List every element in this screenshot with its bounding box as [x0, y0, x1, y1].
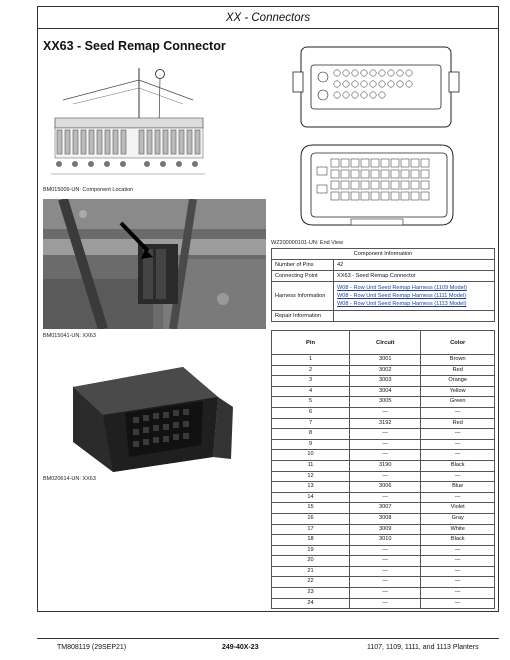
- color-cell: Brown: [421, 355, 495, 366]
- circuit-cell: 3003: [350, 376, 421, 387]
- color-cell: —: [421, 577, 495, 588]
- color-cell: Red: [421, 418, 495, 429]
- color-cell: Black: [421, 535, 495, 546]
- circuit-cell: 3002: [350, 365, 421, 376]
- pin-cell: 20: [272, 556, 350, 567]
- component-info-table: [271, 248, 495, 322]
- color-cell: Red: [421, 365, 495, 376]
- circuit-cell: —: [350, 566, 421, 577]
- table-row: [272, 482, 495, 493]
- pin-cell: 3: [272, 376, 350, 387]
- color-cell: —: [421, 429, 495, 440]
- circuit-cell: 3004: [350, 386, 421, 397]
- connector-end-view: [271, 37, 495, 237]
- pin-cell: 1: [272, 355, 350, 366]
- circuit-cell: 3007: [350, 503, 421, 514]
- color-cell: Blue: [421, 482, 495, 493]
- pin-cell: 10: [272, 450, 350, 461]
- color-cell: —: [421, 566, 495, 577]
- table-row: [272, 460, 495, 471]
- component-location-caption: BM015009-UN: Component Location: [43, 187, 134, 193]
- pin-table: [271, 330, 495, 609]
- table-row: [272, 439, 495, 450]
- info-heading-row: [272, 249, 495, 260]
- footer-page-number: 249-40X-23: [222, 644, 259, 651]
- circuit-cell: 3005: [350, 397, 421, 408]
- pin-cell: 17: [272, 524, 350, 535]
- color-cell: —: [421, 598, 495, 609]
- pin-cell: 4: [272, 386, 350, 397]
- circuit-cell: —: [350, 577, 421, 588]
- circuit-cell: —: [350, 429, 421, 440]
- harness-link-1113[interactable]: W08 - Row Unit Seed Remap Harness (1113 Model): [337, 301, 467, 307]
- pin-cell: 12: [272, 471, 350, 482]
- table-row: [272, 556, 495, 567]
- table-row: [272, 566, 495, 577]
- table-row: [272, 588, 495, 599]
- circuit-cell: —: [350, 450, 421, 461]
- circuit-cell: 3010: [350, 535, 421, 546]
- pin-cell: 2: [272, 365, 350, 376]
- info-value: 42: [334, 260, 495, 271]
- pin-cell: 16: [272, 513, 350, 524]
- color-cell: Green: [421, 397, 495, 408]
- pin-cell: 9: [272, 439, 350, 450]
- color-cell: —: [421, 556, 495, 567]
- pin-cell: 5: [272, 397, 350, 408]
- circuit-cell: 3008: [350, 513, 421, 524]
- harness-links: [334, 282, 495, 311]
- info-value: XX63 - Seed Remap Connector: [334, 271, 495, 282]
- table-row: [272, 376, 495, 387]
- pin-cell: 13: [272, 482, 350, 493]
- circuit-cell: 3001: [350, 355, 421, 366]
- pin-cell: 19: [272, 545, 350, 556]
- footer-models: 1107, 1109, 1111, and 1113 Planters: [367, 644, 479, 651]
- table-row: [272, 545, 495, 556]
- info-row: [272, 271, 495, 282]
- circuit-cell: 3190: [350, 460, 421, 471]
- circuit-cell: 3006: [350, 482, 421, 493]
- section-title: XX - Connectors: [225, 12, 311, 24]
- pin-cell: 14: [272, 492, 350, 503]
- color-cell: —: [421, 471, 495, 482]
- harness-location-photo: [43, 199, 266, 329]
- circuit-cell: —: [350, 407, 421, 418]
- table-row: [272, 407, 495, 418]
- circuit-cell: —: [350, 439, 421, 450]
- table-row: [272, 418, 495, 429]
- color-cell: Black: [421, 460, 495, 471]
- table-row: [272, 492, 495, 503]
- color-cell: Orange: [421, 376, 495, 387]
- connector-photo-caption: BM020614-UN: XX63: [43, 476, 96, 482]
- circuit-cell: —: [350, 471, 421, 482]
- color-cell: —: [421, 588, 495, 599]
- pin-cell: 6: [272, 407, 350, 418]
- table-row: [272, 450, 495, 461]
- harness-link-1111[interactable]: W08 - Row Unit Seed Remap Harness (1111 Model): [337, 293, 467, 299]
- table-row: [272, 535, 495, 546]
- connector-photo: [43, 347, 266, 475]
- pin-column-header: Pin: [272, 331, 350, 355]
- color-cell: —: [421, 450, 495, 461]
- page-title: XX63 - Seed Remap Connector: [43, 39, 226, 53]
- end-view-caption: WZ200000101-UN: End View: [271, 240, 344, 246]
- info-row: [272, 282, 495, 311]
- pin-cell: 23: [272, 588, 350, 599]
- color-cell: —: [421, 545, 495, 556]
- table-row: [272, 598, 495, 609]
- table-row: [272, 471, 495, 482]
- circuit-cell: —: [350, 545, 421, 556]
- footer-doc-id: TM808119 (29SEP21): [57, 644, 127, 651]
- page-frame: [37, 6, 499, 612]
- xx63-photo-caption: BM015041-UN: XX63: [43, 333, 96, 339]
- info-label: Connecting Point: [272, 271, 334, 282]
- info-row: [272, 260, 495, 271]
- table-row: [272, 386, 495, 397]
- color-column-header: Color: [421, 331, 495, 355]
- section-header: [38, 7, 498, 29]
- pin-cell: 7: [272, 418, 350, 429]
- circuit-cell: —: [350, 492, 421, 503]
- color-cell: Gray: [421, 513, 495, 524]
- pin-table-body: [272, 355, 495, 609]
- info-heading: Component Information: [272, 249, 495, 260]
- info-value: [334, 311, 495, 322]
- circuit-cell: —: [350, 588, 421, 599]
- table-row: [272, 513, 495, 524]
- pin-cell: 8: [272, 429, 350, 440]
- circuit-column-header: Circuit: [350, 331, 421, 355]
- pin-cell: 18: [272, 535, 350, 546]
- color-cell: White: [421, 524, 495, 535]
- info-label: Harness Information: [272, 282, 334, 311]
- color-cell: Yellow: [421, 386, 495, 397]
- color-cell: —: [421, 439, 495, 450]
- circuit-cell: —: [350, 556, 421, 567]
- table-row: [272, 397, 495, 408]
- table-row: [272, 503, 495, 514]
- circuit-cell: 3009: [350, 524, 421, 535]
- footer-rule: [37, 638, 499, 639]
- table-row: [272, 355, 495, 366]
- info-label: Repair Information: [272, 311, 334, 322]
- color-cell: —: [421, 492, 495, 503]
- circuit-cell: 3192: [350, 418, 421, 429]
- pin-cell: 15: [272, 503, 350, 514]
- info-row: [272, 311, 495, 322]
- table-row: [272, 577, 495, 588]
- table-row: [272, 429, 495, 440]
- pin-table-header-row: [272, 331, 495, 355]
- harness-link-1109[interactable]: W08 - Row Unit Seed Remap Harness (1109 Model): [337, 285, 467, 291]
- color-cell: Violet: [421, 503, 495, 514]
- pin-cell: 22: [272, 577, 350, 588]
- pin-cell: 11: [272, 460, 350, 471]
- circuit-cell: —: [350, 598, 421, 609]
- color-cell: —: [421, 407, 495, 418]
- table-row: [272, 524, 495, 535]
- table-row: [272, 365, 495, 376]
- pin-cell: 24: [272, 598, 350, 609]
- pin-cell: 21: [272, 566, 350, 577]
- planter-illustration: [43, 60, 213, 186]
- info-label: Number of Pins: [272, 260, 334, 271]
